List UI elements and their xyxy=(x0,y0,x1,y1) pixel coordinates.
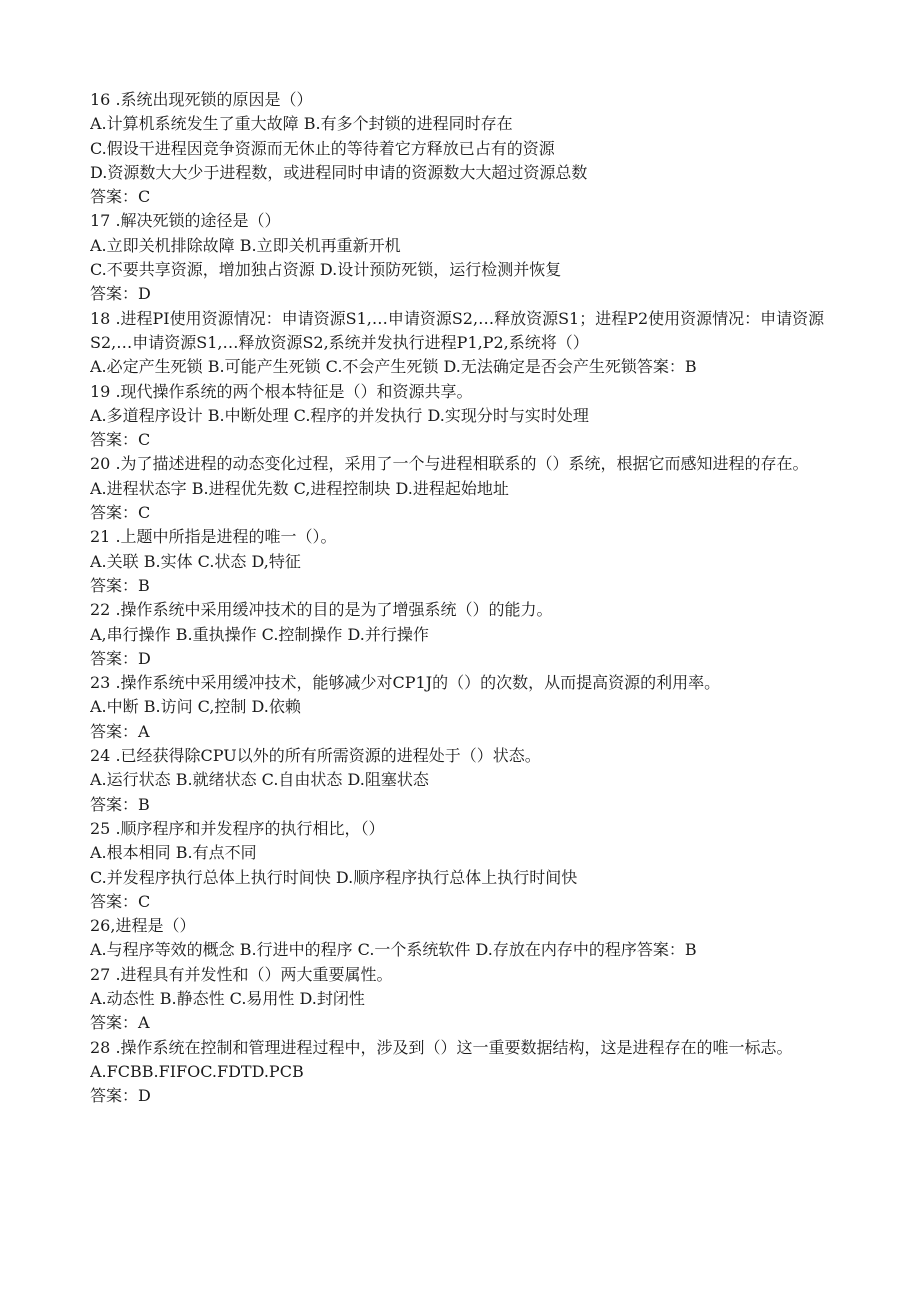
answer-25: 答案：C xyxy=(90,891,151,911)
options-22: A,串行操作 B.重执操作 C.控制操作 D.并行操作 xyxy=(90,624,429,644)
question-26: 26,进程是（） xyxy=(90,916,196,936)
options-19: A.多道程序设计 B.中断处理 C.程序的并发执行 D.实现分时与实时处理 xyxy=(90,405,589,425)
answer-28: 答案：D xyxy=(90,1086,151,1106)
question-18: 18 .进程PI使用资源情况：申请资源S1,…申请资源S2,…释放资源S1；进程P2使用资源情况：申请资源S2,…申请资源S1,…释放资源S2,系统并发执行进程P1,P2,系统将（） xyxy=(90,308,825,352)
options-25-cd: C.并发程序执行总体上执行时间快 D.顺序程序执行总体上执行时间快 xyxy=(90,867,578,887)
question-23: 23 .操作系统中采用缓冲技术，能够减少对CP1J的（）的次数，从而提高资源的利用率。 xyxy=(90,673,721,693)
options-16-d: D.资源数大大少于进程数，或进程同时申请的资源数大大超过资源总数 xyxy=(90,162,588,182)
options-25-ab: A.根本相同 B.有点不同 xyxy=(90,843,257,863)
answer-16: 答案：C xyxy=(90,187,151,207)
answer-22: 答案：D xyxy=(90,648,151,668)
answer-19: 答案：C xyxy=(90,430,151,450)
options-and-answer-18: A.必定产生死锁 B.可能产生死锁 C.不会产生死锁 D.无法确定是否会产生死锁答案：B xyxy=(90,357,697,377)
answer-24: 答案：B xyxy=(90,794,150,814)
options-21: A.关联 B.实体 C.状态 D,特征 xyxy=(90,551,301,571)
answer-21: 答案：B xyxy=(90,575,150,595)
answer-27: 答案：A xyxy=(90,1013,150,1033)
question-27: 27 .进程具有并发性和（）两大重要属性。 xyxy=(90,964,393,984)
question-24: 24 .已经获得除CPU以外的所有所需资源的进程处于（）状态。 xyxy=(90,746,541,766)
options-17-cd: C.不要共享资源，增加独占资源 D.设计预防死锁，运行检测并恢复 xyxy=(90,260,562,280)
answer-20: 答案：C xyxy=(90,503,151,523)
options-17-ab: A.立即关机排除故障 B.立即关机再重新开机 xyxy=(90,235,401,255)
options-16-c: C.假设干进程因竞争资源而无休止的等待着它方释放已占有的资源 xyxy=(90,138,555,158)
options-23: A.中断 B.访问 C,控制 D.依赖 xyxy=(90,697,301,717)
options-20: A.进程状态字 B.进程优先数 C,进程控制块 D.进程起始地址 xyxy=(90,478,509,498)
options-27: A.动态性 B.静态性 C.易用性 D.封闭性 xyxy=(90,988,365,1008)
question-19: 19 .现代操作系统的两个根本特征是（）和资源共享。 xyxy=(90,381,473,401)
question-16: 16 .系统出现死锁的原因是（） xyxy=(90,90,313,109)
document-page xyxy=(90,88,830,1108)
question-21: 21 .上题中所指是进程的唯一（）。 xyxy=(90,527,337,547)
options-28: A.FCBB.FIFOC.FDTD.PCB xyxy=(90,1061,304,1081)
options-and-answer-26: A.与程序等效的概念 B.行进中的程序 C.一个系统软件 D.存放在内存中的程序答案：B xyxy=(90,940,697,960)
question-28: 28 .操作系统在控制和管理进程过程中，涉及到（）这一重要数据结构，这是进程存在的唯一标志。 xyxy=(90,1037,793,1057)
answer-23: 答案：A xyxy=(90,721,150,741)
answer-17: 答案：D xyxy=(90,284,151,304)
question-22: 22 .操作系统中采用缓冲技术的目的是为了增强系统（）的能力。 xyxy=(90,600,553,620)
question-25: 25 .顺序程序和并发程序的执行相比，（） xyxy=(90,818,385,838)
question-20: 20 .为了描述进程的动态变化过程，采用了一个与进程相联系的（）系统，根据它而感知进程的存在。 xyxy=(90,454,809,474)
options-24: A.运行状态 B.就绪状态 C.自由状态 D.阻塞状态 xyxy=(90,770,429,790)
options-16-ab: A.计算机系统发生了重大故障 B.有多个封锁的进程同时存在 xyxy=(90,114,513,134)
question-17: 17 .解决死锁的途径是（） xyxy=(90,211,281,231)
